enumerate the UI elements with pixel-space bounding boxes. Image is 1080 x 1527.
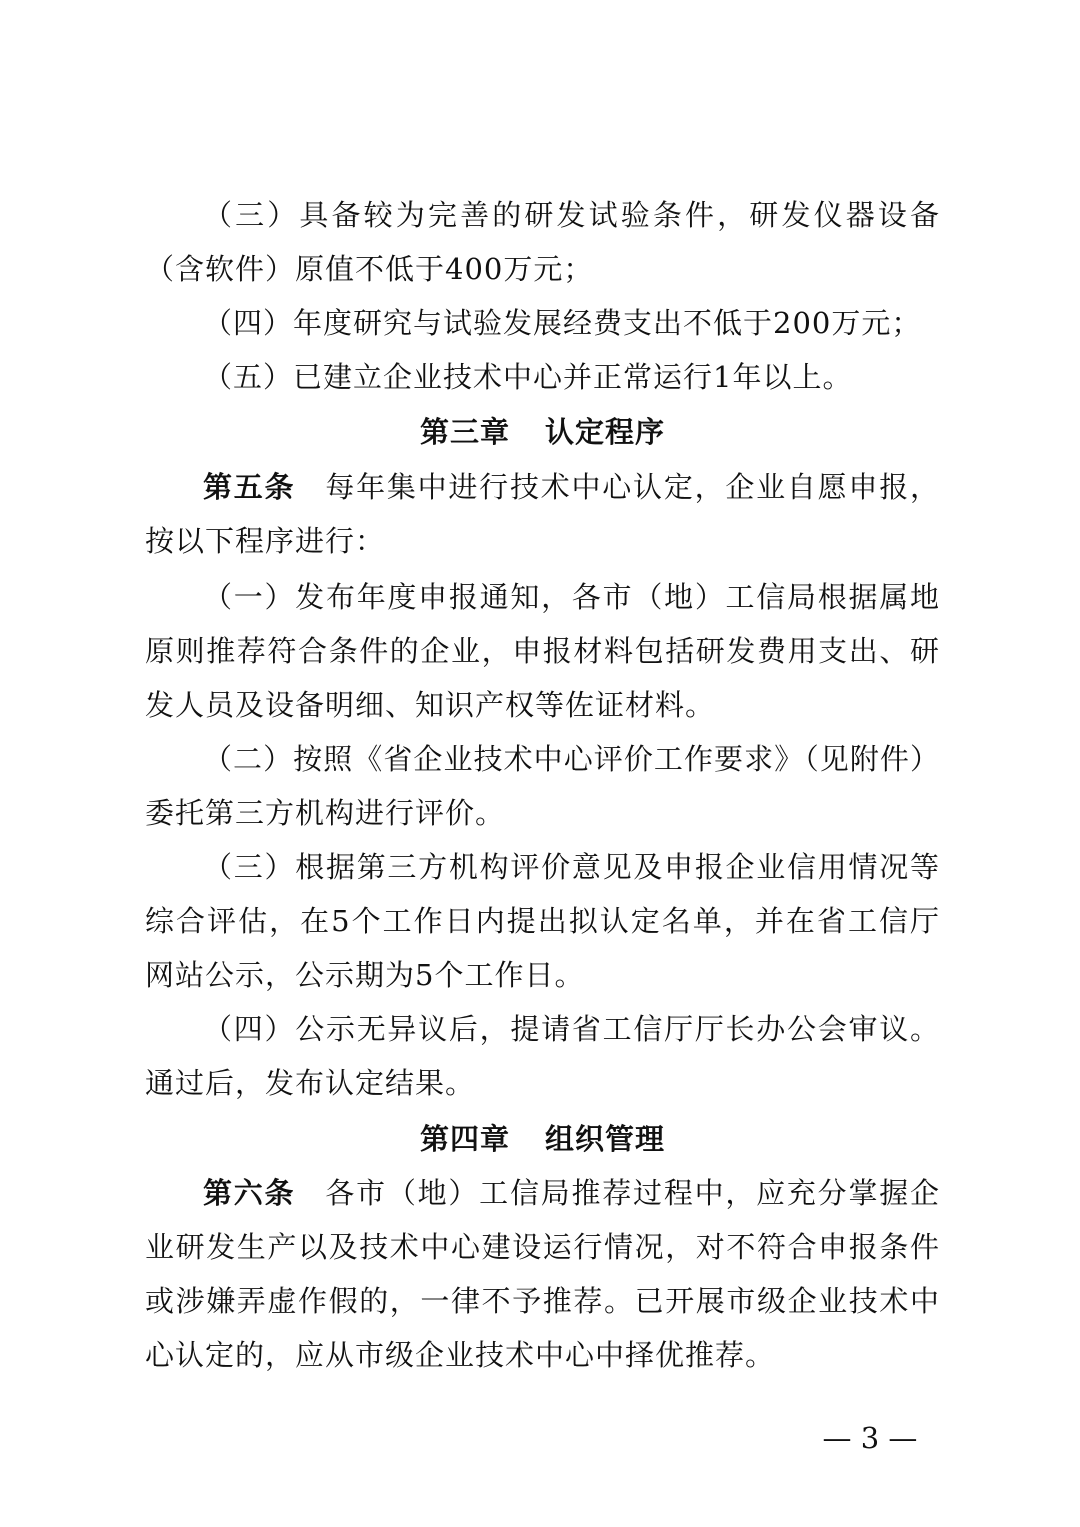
page-number: — 3 — [822, 1421, 918, 1455]
article-6-paragraph [145, 1166, 940, 1382]
article-6-text: 各市（地）工信局推荐过程中，应充分掌握企业研发生产以及技术中心建设运行情况，对不符合申报条件或涉嫌弄虚作假的，一律不予推荐。已开展市级企业技术中心认定的，应从市级企业技术中心中择优推荐。 [145, 1176, 940, 1372]
procedure-item-4: （四）公示无异议后，提请省工信厅厅长办公会审议。通过后，发布认定结果。 [145, 1012, 940, 1100]
procedure-item-2: （二）按照《省企业技术中心评价工作要求》（见附件）委托第三方机构进行评价。 [145, 742, 940, 830]
article-6-label: 第六条 [203, 1176, 296, 1210]
procedure-item-1: （一）发布年度申报通知，各市（地）工信局根据属地原则推荐符合条件的企业，申报材料包括研发费用支出、研发人员及设备明细、知识产权等佐证材料。 [145, 580, 940, 722]
article-5-label: 第五条 [203, 470, 296, 504]
article-5-text: 每年集中进行技术中心认定，企业自愿申报，按以下程序进行： [145, 470, 940, 558]
clause-3-paragraph: （三）具备较为完善的研发试验条件，研发仪器设备（含软件）原值不低于400万元； [145, 198, 940, 286]
chapter-3-heading: 第三章 认定程序 [419, 415, 666, 449]
article-5-paragraph [145, 460, 940, 568]
chapter-4-heading: 第四章 组织管理 [419, 1122, 666, 1156]
procedure-item-3: （三）根据第三方机构评价意见及申报企业信用情况等综合评估，在5个工作日内提出拟认定名单，并在省工信厅网站公示，公示期为5个工作日。 [145, 850, 940, 992]
clause-5-paragraph: （五）已建立企业技术中心并正常运行1年以上。 [203, 360, 853, 394]
clause-4-paragraph: （四）年度研究与试验发展经费支出不低于200万元； [203, 306, 922, 340]
